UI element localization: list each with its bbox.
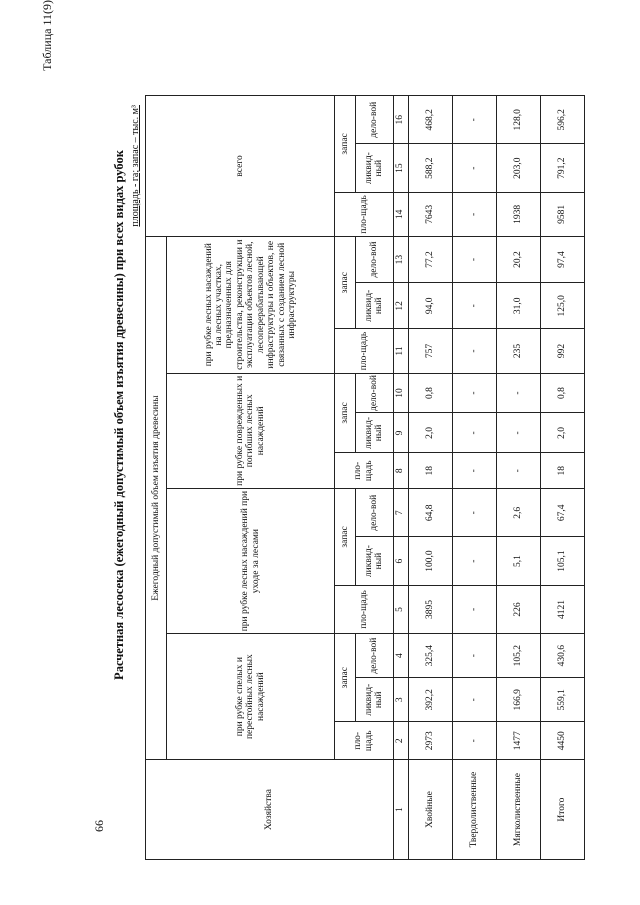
table-cell: - (452, 453, 496, 489)
column-number: 12 (393, 283, 408, 329)
table-cell: 105,1 (540, 537, 584, 585)
table-row (408, 96, 452, 860)
header-business: дело-вой (356, 634, 394, 678)
table-cell: 67,4 (540, 489, 584, 537)
table-cell: 7643 (408, 192, 452, 236)
header-group-damaged: при рубке поврежденных и погибших лесных насаждений (167, 373, 335, 489)
table-row (452, 96, 496, 860)
table-cell: 9581 (540, 192, 584, 236)
table-cell: 166,9 (496, 678, 540, 722)
column-number: 11 (393, 329, 408, 373)
column-number: 15 (393, 144, 408, 192)
page-number: 66 (92, 820, 106, 832)
table-cell: - (452, 96, 496, 144)
table-cell: - (452, 585, 496, 633)
header-group-thinning: при рубке лесных насаждений при уходе за лесами (167, 489, 335, 634)
header-area: пло-щадь (335, 585, 394, 633)
table-cell: 2973 (408, 722, 452, 760)
header-group-mature: при рубке спелых и перестойных лесных насаждений (167, 634, 335, 760)
table-cell: - (452, 678, 496, 722)
table-cell: 325,4 (408, 634, 452, 678)
allowable-cut-table (145, 95, 585, 860)
header-business: дело-вой (356, 489, 394, 537)
table-cell: 18 (540, 453, 584, 489)
column-number: 16 (393, 96, 408, 144)
header-group-construction: при рубке лесных насаждений на лесных участках, предназначенных для строительства, реконструкции и эксплуатации объектов лесной, лесоперерабатывающей инфраструктуры и объектов, не связанных с созданием лесной инфраструктуры (167, 236, 335, 373)
header-liquid: ликвид-ный (356, 144, 394, 192)
column-number: 7 (393, 489, 408, 537)
header-stock: запас (335, 373, 356, 453)
header-stock: запас (335, 634, 356, 722)
header-farm: Хозяйства (146, 760, 394, 860)
header-stock: запас (335, 96, 356, 193)
header-business: дело-вой (356, 96, 394, 144)
table-cell: 226 (496, 585, 540, 633)
column-number: 8 (393, 453, 408, 489)
table-cell: 0,8 (408, 373, 452, 413)
column-number: 13 (393, 236, 408, 282)
header-stock: запас (335, 236, 356, 328)
column-number: 5 (393, 585, 408, 633)
table-cell: 430,6 (540, 634, 584, 678)
column-number: 4 (393, 634, 408, 678)
row-label: Итого (540, 760, 584, 860)
table-cell: 2,0 (540, 413, 584, 453)
table-cell: 105,2 (496, 634, 540, 678)
table-cell: 203,0 (496, 144, 540, 192)
column-number: 6 (393, 537, 408, 585)
header-area: пло-щадь (335, 192, 394, 236)
row-label: Хвойные (408, 760, 452, 860)
column-number-row (393, 96, 408, 860)
table-cell: 1477 (496, 722, 540, 760)
table-cell: 235 (496, 329, 540, 373)
table-cell: - (452, 192, 496, 236)
table-cell: 596,2 (540, 96, 584, 144)
table-cell: 20,2 (496, 236, 540, 282)
table-cell: - (452, 413, 496, 453)
table-wrapper (145, 95, 585, 860)
table-cell: 392,2 (408, 678, 452, 722)
table-cell: 468,2 (408, 96, 452, 144)
table-cell: 1938 (496, 192, 540, 236)
header-stock: запас (335, 489, 356, 586)
table-cell: 791,2 (540, 144, 584, 192)
table-cell: - (452, 373, 496, 413)
table-cell: 97,4 (540, 236, 584, 282)
table-cell: 94,0 (408, 283, 452, 329)
row-label: Твердолиственные (452, 760, 496, 860)
header-liquid: ликвид-ный (356, 537, 394, 585)
table-cell: - (452, 489, 496, 537)
header-area: пло-щадь (335, 453, 394, 489)
header-area: пло-щадь (335, 329, 394, 373)
table-cell: 0,8 (540, 373, 584, 413)
units-note: площадь - га; запас – тыс. м³ (130, 105, 141, 227)
table-cell: 992 (540, 329, 584, 373)
table-cell: 128,0 (496, 96, 540, 144)
table-cell: 3895 (408, 585, 452, 633)
table-cell: - (452, 634, 496, 678)
header-business: дело-вой (356, 373, 394, 413)
header-liquid: ликвид-ный (356, 678, 394, 722)
table-cell: - (496, 413, 540, 453)
table-cell: 757 (408, 329, 452, 373)
table-cell: 4121 (540, 585, 584, 633)
header-area: пло-щадь (335, 722, 394, 760)
table-row (496, 96, 540, 860)
column-number: 10 (393, 373, 408, 413)
table-row (540, 96, 584, 860)
table-cell: - (452, 722, 496, 760)
table-cell: 588,2 (408, 144, 452, 192)
table-cell: - (452, 329, 496, 373)
header-annual-volume: Ежегодный допустимый объем изъятия древесины (146, 236, 167, 759)
header-group-total: всего (146, 96, 335, 237)
document-title: Расчетная лесосека (ежегодный допустимый объем изъятия древесины) при всех видах рубок (112, 150, 126, 680)
table-cell: 100,0 (408, 537, 452, 585)
table-cell: 2,0 (408, 413, 452, 453)
header-liquid: ликвид-ный (356, 413, 394, 453)
table-cell: 5,1 (496, 537, 540, 585)
table-cell: - (452, 236, 496, 282)
table-number: Таблица 11(9) (40, 0, 54, 71)
column-number: 14 (393, 192, 408, 236)
table-cell: 4450 (540, 722, 584, 760)
table-cell: - (496, 373, 540, 413)
column-number: 1 (393, 760, 408, 860)
table-cell: 31,0 (496, 283, 540, 329)
table-cell: 77,2 (408, 236, 452, 282)
table-cell: 64,8 (408, 489, 452, 537)
table-cell: - (452, 537, 496, 585)
column-number: 9 (393, 413, 408, 453)
row-label: Мягколиственные (496, 760, 540, 860)
table-cell: 18 (408, 453, 452, 489)
header-liquid: ликвид-ный (356, 283, 394, 329)
table-cell: - (496, 453, 540, 489)
column-number: 2 (393, 722, 408, 760)
column-number: 3 (393, 678, 408, 722)
table-cell: 559,1 (540, 678, 584, 722)
table-cell: 2,6 (496, 489, 540, 537)
table-cell: - (452, 283, 496, 329)
table-cell: - (452, 144, 496, 192)
table-cell: 125,0 (540, 283, 584, 329)
header-business: дело-вой (356, 236, 394, 282)
